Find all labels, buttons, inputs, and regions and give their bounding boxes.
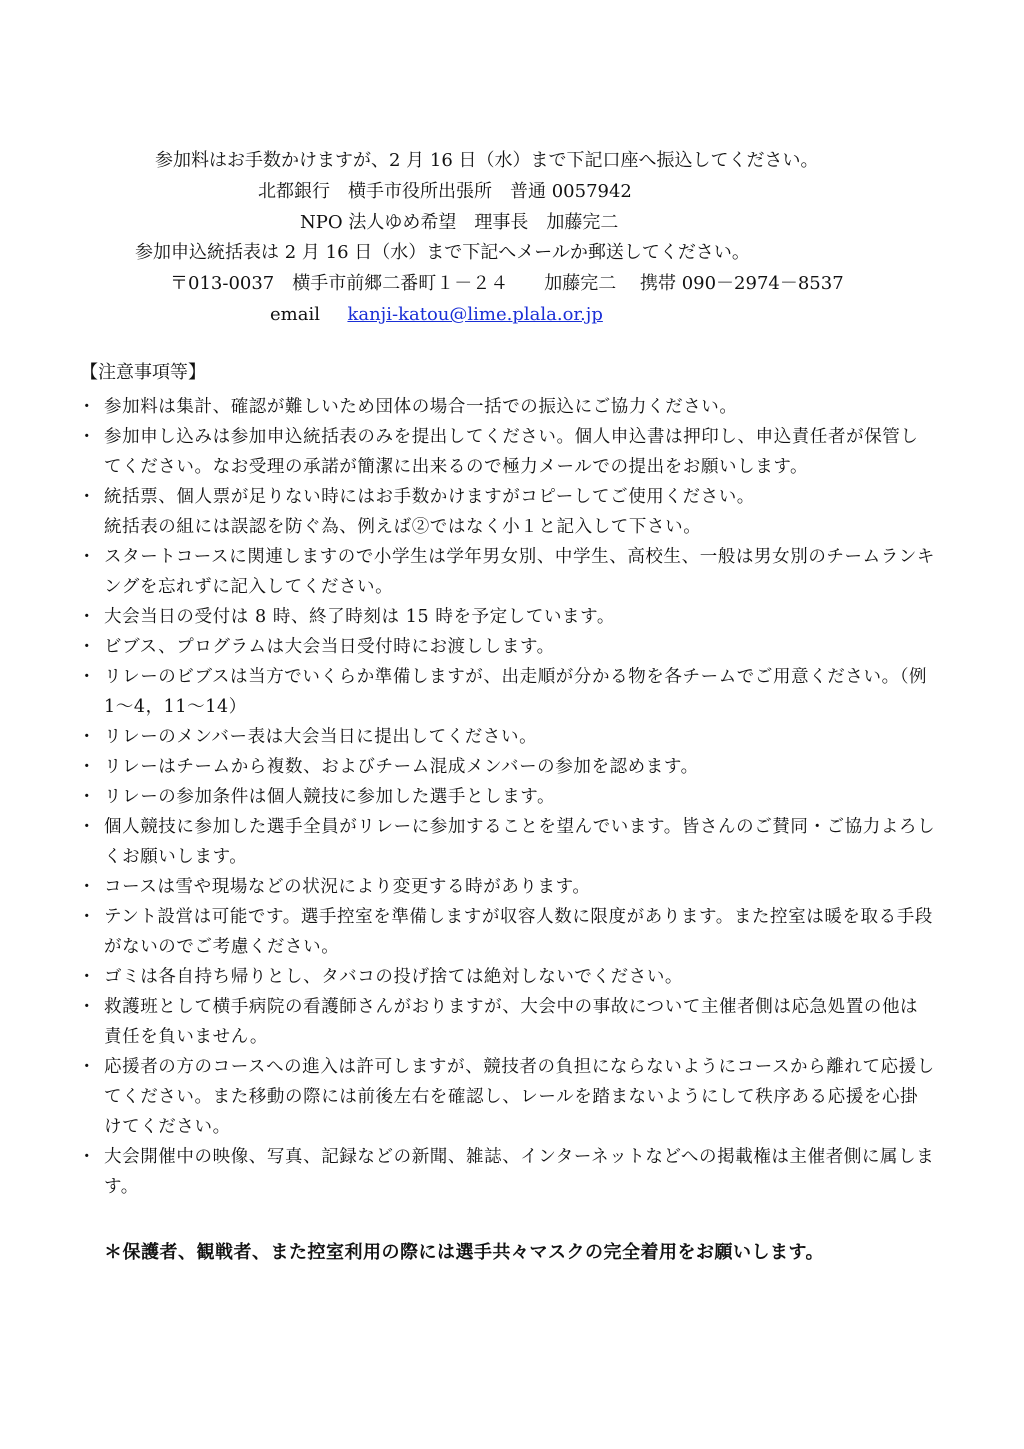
contact-address-line: 〒013-0037 横手市前郷二番町１－２４ 加藤完二 携帯 090－2974－8537: [170, 273, 844, 294]
note-item: [76, 872, 936, 902]
mask-notice: ＊保護者、観戦者、また控室利用の際には選手共々マスクの完全着用をお願いします。: [104, 1242, 825, 1263]
bullet-icon: ・: [78, 967, 96, 987]
note-text: 参加料は集計、確認が難しいため団体の場合一括での振込にご協力ください。: [104, 397, 738, 417]
note-text: ゴミは各自持ち帰りとし、タバコの投げ捨ては絶対しないでください。: [104, 967, 684, 987]
bullet-icon: ・: [78, 427, 96, 447]
note-item: [76, 1052, 936, 1142]
note-item: [76, 632, 936, 662]
bullet-icon: ・: [78, 817, 96, 837]
bullet-icon: ・: [78, 487, 96, 507]
note-text: リレーのメンバー表は大会当日に提出してください。: [104, 727, 538, 747]
note-item: [76, 992, 936, 1052]
note-item: [76, 662, 936, 722]
email-label: email: [270, 304, 320, 325]
bullet-icon: ・: [78, 997, 96, 1017]
note-text: 大会開催中の映像、写真、記録などの新聞、雑誌、インターネットなどへの掲載権は主催者側に属します。: [104, 1147, 935, 1197]
note-item: [76, 602, 936, 632]
note-item: [76, 812, 936, 872]
bullet-icon: ・: [78, 727, 96, 747]
notes-list: [76, 392, 936, 1202]
note-text: 応援者の方のコースへの進入は許可しますが、競技者の負担にならないようにコースから離れて応援してください。また移動の際には前後左右を確認し、レールを踏まないようにして秩序ある応援を心掛けてください。: [104, 1057, 935, 1137]
note-text: リレーのビブスは当方でいくらか準備しますが、出走順が分かる物を各チームでご用意ください。（例 1～4，11～14）: [104, 667, 934, 717]
note-text: スタートコースに関連しますので小学生は学年男女別、中学生、高校生、一般は男女別のチームランキングを忘れずに記入してください。: [104, 547, 936, 597]
account-holder-line: NPO 法人ゆめ希望 理事長 加藤完二: [300, 212, 619, 233]
note-item: [76, 722, 936, 752]
note-text: 救護班として横手病院の看護師さんがおりますが、大会中の事故について主催者側は応急処置の他は責任を負いません。: [104, 997, 919, 1047]
note-item: [76, 902, 936, 962]
bullet-icon: ・: [78, 877, 96, 897]
note-item: [76, 422, 936, 482]
bullet-icon: ・: [78, 907, 96, 927]
note-item: [76, 782, 936, 812]
bullet-icon: ・: [78, 607, 96, 627]
bullet-icon: ・: [78, 1057, 96, 1077]
note-text: テント設営は可能です。選手控室を準備しますが収容人数に限度があります。また控室は暖を取る手段がないのでご考慮ください。: [104, 907, 933, 957]
bullet-icon: ・: [78, 397, 96, 417]
note-text: 大会当日の受付は 8 時、終了時刻は 15 時を予定しています。: [104, 607, 615, 627]
bullet-icon: ・: [78, 757, 96, 777]
bullet-icon: ・: [78, 637, 96, 657]
note-item: [76, 482, 936, 542]
note-text: ビブス、プログラムは大会当日受付時にお渡しします。: [104, 637, 555, 657]
bullet-icon: ・: [78, 667, 96, 687]
note-text: 参加申し込みは参加申込統括表のみを提出してください。個人申込書は押印し、申込責任者が保管してください。なお受理の承諾が簡潔に出来るので極力メールでの提出をお願いします。: [104, 427, 919, 477]
bank-account-line: 北都銀行 横手市役所出張所 普通 0057942: [258, 181, 632, 202]
note-text: コースは雪や現場などの状況により変更する時があります。: [104, 877, 591, 897]
note-item: [76, 542, 936, 602]
bullet-icon: ・: [78, 1147, 96, 1167]
email-link[interactable]: kanji-katou@lime.plala.or.jp: [347, 304, 603, 325]
application-submission-line: 参加申込統括表は 2 月 16 日（水）まで下記へメールか郵送してください。: [135, 242, 750, 263]
note-text: リレーはチームから複数、およびチーム混成メンバーの参加を認めます。: [104, 757, 699, 777]
note-item: [76, 962, 936, 992]
notes-heading: 【注意事項等】: [80, 362, 206, 383]
bullet-icon: ・: [78, 787, 96, 807]
note-text: リレーの参加条件は個人競技に参加した選手とします。: [104, 787, 556, 807]
note-text: 個人競技に参加した選手全員がリレーに参加することを望んでいます。皆さんのご賛同・ご協力よろしくお願いします。: [104, 817, 936, 867]
note-item: [76, 1142, 936, 1202]
fee-payment-line: 参加料はお手数かけますが、2 月 16 日（水）まで下記口座へ振込してください。: [155, 150, 819, 171]
email-line: [270, 302, 603, 328]
bullet-icon: ・: [78, 547, 96, 567]
note-item: [76, 752, 936, 782]
note-item: [76, 392, 936, 422]
note-text: 統括票、個人票が足りない時にはお手数かけますがコピーしてご使用ください。 統括表の組には誤認を防ぐ為、例えば②ではなく小１と記入して下さい。: [104, 487, 755, 537]
